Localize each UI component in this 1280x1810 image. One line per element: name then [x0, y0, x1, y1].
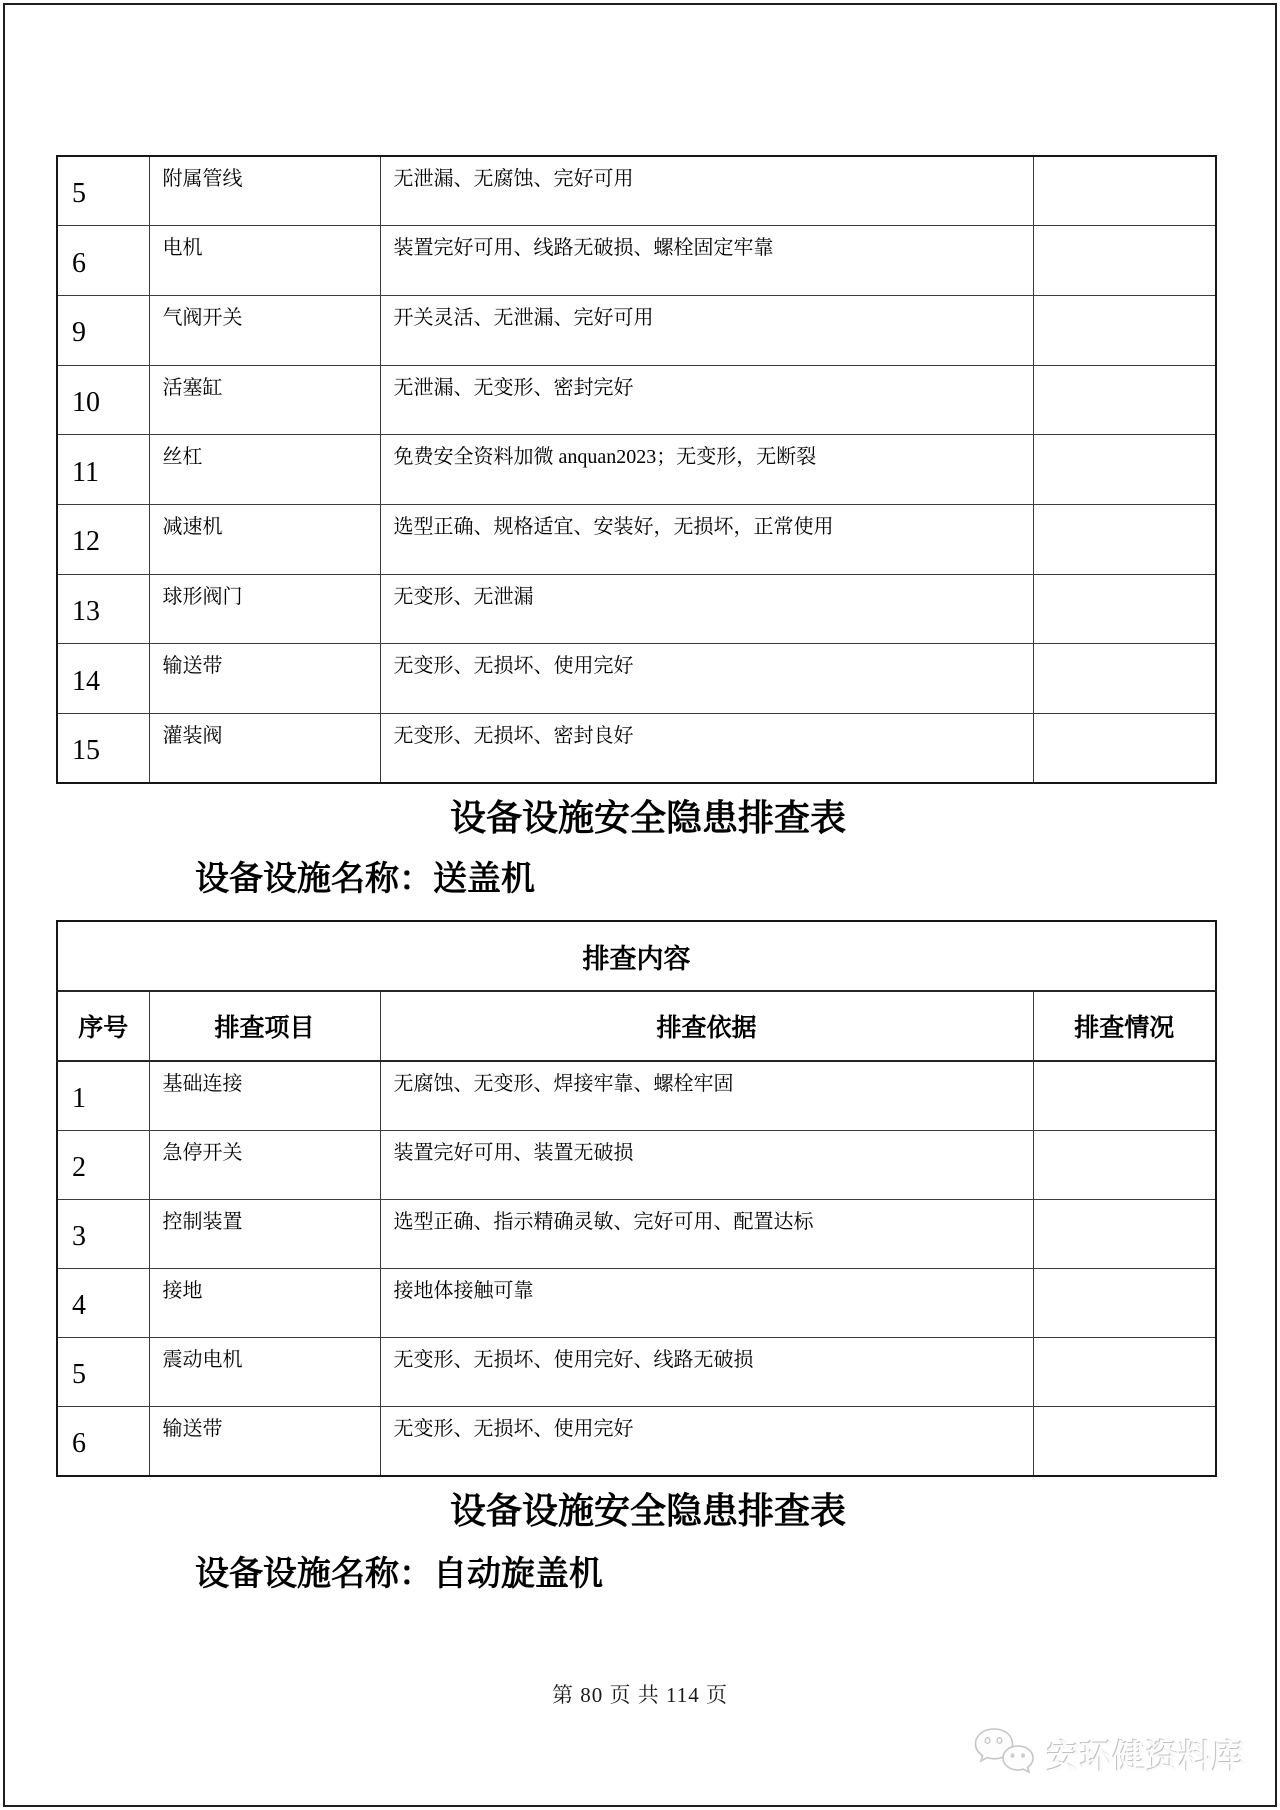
cell-item: 减速机 — [149, 504, 380, 574]
cell-item: 急停开关 — [149, 1130, 380, 1199]
cell-basis: 装置完好可用、装置无破损 — [380, 1130, 1033, 1199]
table-row — [57, 1407, 1216, 1476]
inspection-table-songgaiji — [56, 920, 1217, 1477]
cell-item: 输送带 — [149, 644, 380, 714]
cell-status — [1033, 1130, 1216, 1199]
cell-basis: 无变形、无损坏、使用完好、线路无破损 — [380, 1338, 1033, 1407]
column-header-no: 序号 — [57, 991, 149, 1061]
cell-basis: 无变形、无泄漏 — [380, 574, 1033, 644]
cell-item: 震动电机 — [149, 1338, 380, 1407]
cell-status — [1033, 1269, 1216, 1338]
table-row — [57, 1269, 1216, 1338]
cell-basis: 无变形、无损坏、密封良好 — [380, 714, 1033, 784]
table-row — [57, 1199, 1216, 1268]
cell-item: 电机 — [149, 226, 380, 296]
table-row — [57, 1130, 1216, 1199]
column-header-basis: 排查依据 — [380, 991, 1033, 1061]
cell-item: 灌装阀 — [149, 714, 380, 784]
inspection-table-continued — [56, 155, 1217, 784]
table-body — [57, 1061, 1216, 1476]
cell-no: 12 — [57, 504, 149, 574]
section-title: 设备设施安全隐患排查表 — [450, 798, 847, 838]
cell-no: 1 — [57, 1061, 149, 1130]
column-header-status: 排查情况 — [1033, 991, 1216, 1061]
table-group-header-row — [57, 921, 1216, 991]
cell-basis: 接地体接触可靠 — [380, 1269, 1033, 1338]
cell-basis: 装置完好可用、线路无破损、螺栓固定牢靠 — [380, 226, 1033, 296]
cell-no: 14 — [57, 644, 149, 714]
cell-no: 6 — [57, 1407, 149, 1476]
page-number-footer: 第 80 页 共 114 页 — [552, 1683, 728, 1707]
table-row — [57, 504, 1216, 574]
device-name-line: 设备设施名称：自动旋盖机 — [195, 1556, 603, 1593]
group-header-cell: 排查内容 — [57, 921, 1216, 991]
cell-no: 9 — [57, 295, 149, 365]
cell-status — [1033, 1061, 1216, 1130]
table-row — [57, 1061, 1216, 1130]
cell-item: 基础连接 — [149, 1061, 380, 1130]
cell-no: 13 — [57, 574, 149, 644]
cell-basis: 开关灵活、无泄漏、完好可用 — [380, 295, 1033, 365]
table-row — [57, 714, 1216, 784]
cell-item: 接地 — [149, 1269, 380, 1338]
cell-no: 3 — [57, 1199, 149, 1268]
cell-status — [1033, 1407, 1216, 1476]
table-row — [57, 226, 1216, 296]
cell-basis: 选型正确、规格适宜、安装好，无损坏，正常使用 — [380, 504, 1033, 574]
cell-no: 10 — [57, 365, 149, 435]
column-header-item: 排查项目 — [149, 991, 380, 1061]
section-title: 设备设施安全隐患排查表 — [450, 1491, 847, 1531]
device-name-line: 设备设施名称：送盖机 — [195, 861, 535, 898]
table-row — [57, 365, 1216, 435]
cell-no: 2 — [57, 1130, 149, 1199]
cell-status — [1033, 156, 1216, 226]
cell-status — [1033, 644, 1216, 714]
cell-status — [1033, 1199, 1216, 1268]
table-row — [57, 574, 1216, 644]
table-body — [57, 156, 1216, 783]
table-column-header-row — [57, 991, 1216, 1061]
cell-basis: 无泄漏、无变形、密封完好 — [380, 365, 1033, 435]
cell-status — [1033, 435, 1216, 505]
cell-no: 15 — [57, 714, 149, 784]
table-row — [57, 156, 1216, 226]
table-row — [57, 644, 1216, 714]
cell-item: 附属管线 — [149, 156, 380, 226]
cell-no: 11 — [57, 435, 149, 505]
cell-basis: 选型正确、指示精确灵敏、完好可用、配置达标 — [380, 1199, 1033, 1268]
cell-status — [1033, 1338, 1216, 1407]
wechat-chat-bubbles-icon — [973, 1726, 1037, 1782]
watermark-text: 安环健资料库 — [1047, 1739, 1245, 1776]
cell-status — [1033, 226, 1216, 296]
cell-status — [1033, 714, 1216, 784]
cell-item: 输送带 — [149, 1407, 380, 1476]
cell-basis: 无腐蚀、无变形、焊接牢靠、螺栓牢固 — [380, 1061, 1033, 1130]
table-row — [57, 1338, 1216, 1407]
cell-no: 5 — [57, 156, 149, 226]
cell-status — [1033, 574, 1216, 644]
cell-no: 5 — [57, 1338, 149, 1407]
cell-status — [1033, 504, 1216, 574]
cell-item: 控制装置 — [149, 1199, 380, 1268]
cell-item: 丝杠 — [149, 435, 380, 505]
cell-status — [1033, 365, 1216, 435]
table-row — [57, 435, 1216, 505]
watermark-logo — [973, 1726, 1245, 1782]
cell-basis: 无变形、无损坏、使用完好 — [380, 644, 1033, 714]
cell-item: 气阀开关 — [149, 295, 380, 365]
table-row — [57, 295, 1216, 365]
cell-item: 球形阀门 — [149, 574, 380, 644]
cell-basis: 无泄漏、无腐蚀、完好可用 — [380, 156, 1033, 226]
cell-no: 6 — [57, 226, 149, 296]
cell-basis: 无变形、无损坏、使用完好 — [380, 1407, 1033, 1476]
cell-no: 4 — [57, 1269, 149, 1338]
cell-status — [1033, 295, 1216, 365]
cell-basis: 免费安全资料加微 anquan2023；无变形，无断裂 — [380, 435, 1033, 505]
cell-item: 活塞缸 — [149, 365, 380, 435]
